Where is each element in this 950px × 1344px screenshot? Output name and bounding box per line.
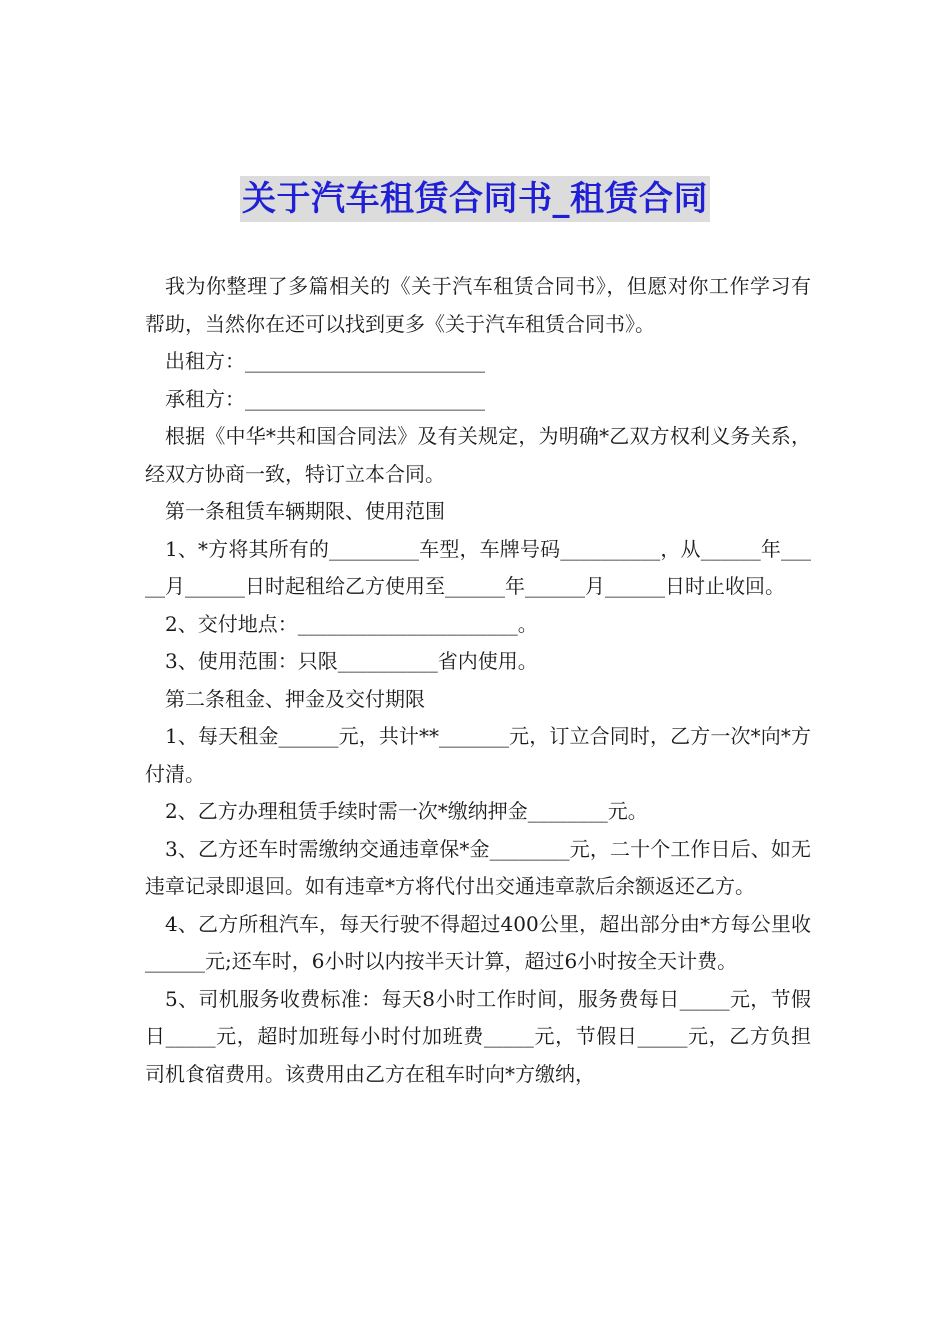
paragraph-lessee: 承租方：________________________ bbox=[165, 386, 485, 411]
article-1-item-2: 2、交付地点：______________________。 bbox=[165, 611, 538, 636]
document-body bbox=[145, 268, 811, 1093]
article-2-item-2: 2、乙方办理租赁手续时需一次*缴纳押金________元。 bbox=[165, 799, 648, 823]
article-1-heading: 第一条租赁车辆期限、使用范围 bbox=[165, 499, 445, 523]
article-2-item-1: 1、每天租金______元，共计**_______元，订立合同时，乙方一次*向*方付清。 bbox=[145, 724, 811, 786]
article-1-item-1: 1、*方将其所有的_________车型，车牌号码__________，从______年_____月______日时起租给乙方使用至______年______月______日时止收回。 bbox=[145, 536, 811, 598]
paragraph-basis: 根据《中华*共和国合同法》及有关规定，为明确*乙双方权利义务关系，经双方协商一致，特订立本合同。 bbox=[145, 424, 811, 486]
article-1-item-3: 3、使用范围：只限__________省内使用。 bbox=[165, 649, 538, 673]
article-2-item-3: 3、乙方还车时需缴纳交通违章保*金________元，二十个工作日后、如无违章记录即退回。如有违章*方将代付出交通违章款后余额返还乙方。 bbox=[145, 836, 811, 898]
paragraph-lessor: 出租方：________________________ bbox=[165, 349, 485, 373]
title-container bbox=[0, 176, 950, 222]
article-2-item-4: 4、乙方所租汽车，每天行驶不得超过400公里，超出部分由*方每公里收______元;还车时，6小时以内按半天计算，超过6小时按全天计费。 bbox=[145, 911, 811, 973]
article-2-heading: 第二条租金、押金及交付期限 bbox=[165, 686, 425, 711]
document-title: 关于汽车租赁合同书_租赁合同 bbox=[240, 176, 710, 222]
article-2-item-5: 5、司机服务收费标准：每天8小时工作时间，服务费每日_____元，节假日_____元，超时加班每小时付加班费_____元，节假日_____元，乙方负担司机食宿费用。该费用由乙方在租车时向*方缴纳， bbox=[145, 986, 811, 1086]
paragraph-intro: 我为你整理了多篇相关的《关于汽车租赁合同书》，但愿对你工作学习有帮助，当然你在还可以找到更多《关于汽车租赁合同书》。 bbox=[145, 274, 811, 336]
